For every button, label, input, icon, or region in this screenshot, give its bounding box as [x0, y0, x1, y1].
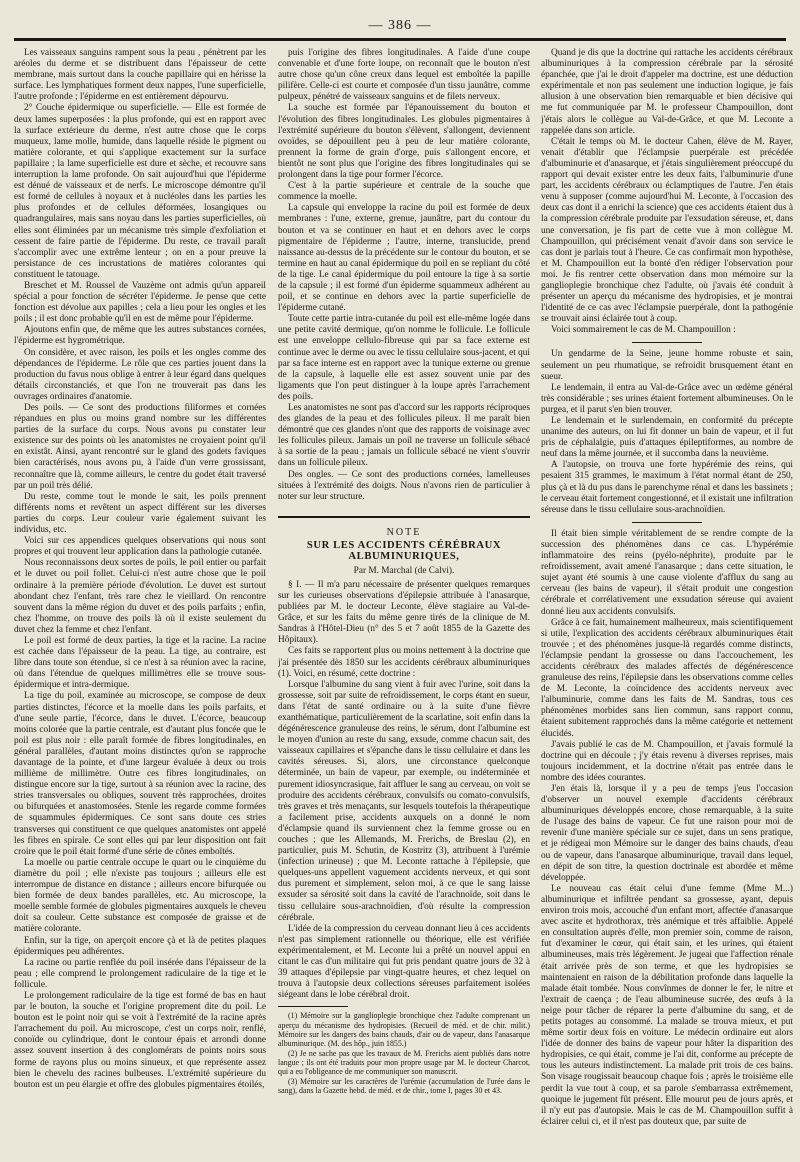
footnote: (1) Mémoire sur la ganglioplegie bronchique chez l'adulte comprenant un aperçu du mécanisme des hydropisies. (Recueil de méd. et de chir. milit.) Mémoire sur les dangers des bains chauds, d'air ou de vapeur, dans l'anasarque albuminurique. (M. des hôp., juin 1855.): [278, 1011, 530, 1048]
col2-body-top: [278, 48, 530, 503]
article-title: SUR LES ACCIDENTS CÉRÉBRAUX ALBUMINURIQUES,: [306, 539, 502, 562]
paragraph: Des poils. — Ce sont des productions filiformes et cornées répandues en plus ou moins grand nombre sur les différentes parties de la surface du corps. Nous avons pu constater leur existence sur des points où les anatomistes ne croyaient point qu'il en existât. Ainsi, ayant rencontré sur le gland des godets faviques bien caractérisés, nous avons pu, à l'aide d'un verre grossissant, reconnaître que là, comme ailleurs, le centre du godet était traversé par un poil très délié.: [14, 403, 266, 491]
page-header: [0, 8, 800, 42]
paragraph: Toute cette partie intra-cutanée du poil est elle-même logée dans une petite cavité dermique, qu'on nomme le follicule. Le follicule est une enveloppe cellulo-fibreuse qui par sa face externe est continue avec le derme ou avec le tissu cellulaire sous-jacent, et qui par sa face interne est en rapport avec la tunique externe ou grenue de la capsule, à laquelle elle est assez souvent unie par des ligaments que l'on peut distinguer à la loupe après l'arrachement des poils.: [278, 314, 530, 402]
paragraph: Le nouveau cas était celui d'une femme (Mme M...) albuminurique et infiltrée pendant sa grossesse, ayant, depuis environ trois mois, accouché d'un enfant mort, affectée d'anasarque avec ascite et hydrothorax, très anémique et très affaiblie. Appelé en consultation auprès d'elle, mon premier soin, comme de raison, fut d'examiner le cœur, qui était sain, et les urines, qui étaient albumineuses, mais très légèrement. Je jugeai que l'affection rénale était arrivée près de son terme, et que les hydropisies se maintenaient en raison de la débilitation profonde dans laquelle la malade était tombée. Nous convînmes de donner le fer, le nitre et l'extrait de caença ; de l'eau albumineuse sucrée, des œufs à la neige pour tâcher de réparer la perte d'albumine du sang, et de petits potages au consommé. La malade se trouva mieux, et put même sortir deux fois en voiture. Le médecin ordinaire eut alors l'idée de donner des bains de vapeur pour hâter la disparition des hydropisies, ce qui était, comme je l'ai dit, conforme au précepte de tous les auteurs indistinctement. La malade prit trois de ces bains. Son visage rougissait beaucoup chaque fois ; après le troisième elle perdit la vue tout à coup, et sa parole s'embarrassa extrêmement, quoique le jugement fût présent. Elle mourut peu de jours après, et il n'y eut pas d'autopsie. Mais le cas de M. Champouillon suffit à éclairer celui ci, et il n'est pas douteux que, par suite de: [541, 883, 793, 1127]
paragraph: Les vaisseaux sanguins rampent sous la peau , pénètrent par les aréoles du derme et se distribuent dans l'épaisseur de cette membrane, mais surtout dans la couche papillaire qui en hérisse la surface. Les lymphatiques forment deux nappes, l'une superficielle, l'autre profonde ; l'épiderme en est entièrement dépourvu.: [14, 48, 266, 103]
article-byline: Par M. Marchal (de Calvi).: [353, 565, 455, 576]
paragraph: Il était bien simple véritablement de se rendre compte de la succession des phénomènes dans ce cas. L'hypérémie inflammatoire des reins (pyélo-néphrite), produite par le refroidissement, avait amené l'anasarque ; dans cette situation, le sujet ayant été soumis à une cause violente d'afflux du sang au cerveau (les bains de vapeur), il s'était produit une congestion cérébrale et corrélativement une exsudation séreuse qui avaient donné lieu aux accidents convulsifs.: [541, 528, 793, 617]
paragraph: Grâce à ce fait, humainement malheureux, mais scientifiquement si utile, l'explication des accidents cérébraux albuminuriques était trouvée ; et des phénomènes jusque-là regardés comme distincts, l'éclampsie pendant la grossesse ou dans l'accouchement, les accidents cérébraux des malades affectés de dégénérescence granuleuse des reins, l'épilepsie dans les observations comme celles de M. Leconte, la coïncidence des accidents nerveux avec l'albuminurie, comme dans les faits de M. Sandras, tous ces phénomènes morbides sans lien commun, sans rapport connu, étaient subitement rapprochés dans la même catégorie et nettement élucidés.: [541, 617, 793, 739]
paragraph: Lorsque l'albumine du sang vient à fuir avec l'urine, soit dans la grossesse, soit par suite de refroidissement, le corps étant en sueur, dans l'état de santé ordinaire ou à la suite d'une fièvre exanthématique, particulièrement de la scarlatine, soit enfin dans la dégénérescence granuleuse des reins, le sérum, dont l'albumine est le moyen d'union au reste du sang, exsude, comme chacun sait, des vaisseaux capillaires et s'épanche dans le tissu cellulaire et dans les cavités séreuses. Si, alors, une circonstance quelconque déterminée, un bain de vapeur, par exemple, ou indéterminée et purement idiosyncrasique, fait affluer le sang au cerveau, on voit se produire des accidents cérébraux, convulsifs ou comato-convulsifs, très graves et très menaçants, sur lesquels toutefois la thérapeutique a facilement prise, accidents auxquels on a donné le nom d'éclampsie quand ils surviennent chez la femme grosse ou en couches ; que les Allemands, M. Frerichs, de Breslau (2), en particulier, puis M. Schutin, de Kostritz (3), attribuent à l'urémie (infection urineuse) ; que M. Leconte rattache à l'épilepsie, que quelques-uns appellent vaguement accidents nerveux, et qui sont dus purement et simplement, selon moi, à ce que le sang laisse exsuder sa sérosité soit dans la cavité de l'arachnoïde, soit dans le tissu cellulaire sous-arachnoïdien, d'où résulte la compression cérébrale.: [278, 679, 530, 923]
footnote: (2) Je ne sache pas que les travaux de M. Frerichs aient publiés dans notre langue ; ils ont été traduits pour mon propre usage par M. le docteur Charcot, qui a eu l'obligeance de me communiquer son manuscrit.: [278, 1048, 530, 1076]
page-number: — 386 —: [368, 18, 432, 33]
paragraph: Le prolongement radiculaire de la tige est formé de bas en haut par le bouton, la souche et l'origine proprement dite du poil. Le bouton est le point noir qui se voit à l'extrémité de la racine après l'arrachement du poil. Au microscope, c'est un corps noir, renflé, conoïde ou cylindrique, dont le contour épais et arrondi donne assez souvent insertion à des conglomérats de points noirs sous forme de rayons plus ou moins sinueux, et que représente assez bien le chevelu des racines bulbeuses. L'extrémité supérieure du bouton est un peu élargie et offre des globules pigmentaires étoilés,: [14, 990, 266, 1090]
paragraph: Enfin, sur la tige, on aperçoit encore çà et là de petites plaques épidermiques peu adhérentes.: [14, 935, 266, 957]
paragraph: La moelle ou partie centrale occupe le quart ou le cinquième du diamètre du poil ; elle n'existe pas toujours ; ailleurs elle est interrompue de distance en distance ; ailleurs encore bifurquée ou bien formée de deux bandes parallèles, etc. Au microscope, la moelle semble formée de globules pigmentaires auxquels le cheveu doit sa couleur. Cette substance est composée de graisse et de matière colorante.: [14, 857, 266, 935]
paragraph: Breschet et M. Roussel de Vauzème ont admis qu'un appareil spécial a pour fonction de sécréter l'épiderme. Je pense que cette fonction est dévolue aux papilles ; cela a lieu pour les ongles et les poils ; il est donc probable qu'il en est de même pour l'épiderme.: [14, 280, 266, 325]
paragraph: La tige du poil, examinée au microscope, se compose de deux parties distinctes, l'écorce et la moelle dans les poils parfaits, et d'une seule partie, l'écorce, dans le duvet. L'écorce, beaucoup moins colorée que la partie centrale, est d'autant plus foncée que le poil est plus noir : elle paraît formée de fibres longitudinales, en général parallèles, d'autant moins distinctes qu'on se rapproche davantage de la pointe, et d'une largeur évaluée à deux ou trois millième de millimètre. Outre ces fibres longitudinales, on distingue encore sur la tige, surtout à sa réunion avec la racine, des stries transversales ou obliques, souvent très rapprochées, droites ou bifurquées et anastomosées. Stenle les regarde comme formées de squammules épidermiques. Ce sont sans doute ces stries transverses qui constituent ce que quelques anatomistes ont appelé les fibres en spirale. Ce sont elles qui par leur disposition ont fait croire que le poil était formé d'une série de cônes emboîtés.: [14, 691, 266, 857]
paragraph: Ces faits se rapportent plus ou moins nettement à la doctrine que j'ai présentée dès 1850 sur les accidents cérébraux albuminuriques (1). Voici, en résumé, cette doctrine :: [278, 646, 530, 679]
paragraph: Voici sommairement le cas de M. Champouillon :: [551, 325, 736, 336]
col3-body-bottom: [541, 529, 793, 1128]
paragraph: Voici sur ces appendices quelques observations qui nous sont propres et qui trouvent leur application dans la pathologie cutanée.: [14, 536, 266, 558]
paragraph: Du reste, comme tout le monde le sait, les poils prennent différents noms et revêtent un aspect différent sur les diverses parties du corps. Leur couleur varie également suivant les individus, etc.: [14, 491, 266, 536]
paragraph: On considère, et avec raison, les poils et les ongles comme des dépendances de l'épiderme. Le rôle que ces parties jouent dans la production du favus nous oblige à entrer à leur égard dans quelques détails circonstanciés, et que l'on ne trouverait pas dans les ouvrages ordinaires d'anatomie.: [14, 347, 266, 402]
col3-body-top: [541, 48, 793, 336]
paragraph: J'avais publié le cas de M. Champouillon, et j'avais formulé la doctrine qui en découle ; j'y étais revenu à diverses reprises, mais toujours incidemment, et la doctrine n'était pas entrée dans le nombre des idées courantes.: [541, 739, 793, 783]
paragraph: C'est à la partie supérieure et centrale de la souche que commence la moelle.: [278, 181, 530, 203]
paragraph: puis l'origine des fibres longitudinales. A l'aide d'une coupe convenable et d'une forte loupe, on reconnaît que le bouton n'est autre chose qu'un cône creux dans lequel est emboîtée la papille pilifère. Celle-ci est courte et composée d'un tissu jaunâtre, comme pulpeux, pénétré de vaisseaux sanguins et de filets nerveux.: [278, 48, 530, 103]
paragraph: A l'autopsie, on trouva une forte hypérémie des reins, qui pesaient 315 grammes, le maximum à l'état normal étant de 250, plus çà et là du pus dans le parenchyme rénal et dans les bassinets ; le cerveau était fortement congestionné, et il existait une infiltration séreuse dans le tissu cellulaire sous-arachnoïdien.: [541, 460, 793, 515]
col3-case-body: [541, 349, 793, 515]
paragraph: L'idée de la compression du cerveau donnant lieu à ces accidents n'est pas simplement rationnelle ou théorique, elle est vérifiée expérimentalement, et M. Leconte lui a prêté un nouvel appui en citant le cas d'un militaire qui fut pris pendant quatre jours de 32 à 39 attaques d'épilepsie par vingt-quatre heures, et chez lequel on trouva à l'autopsie deux collections séreuses parfaitement isolées siégeant dans le lobe cérébral droit.: [278, 923, 530, 1001]
case-separator-bottom: [632, 522, 702, 523]
paragraph: Les anatomistes ne sont pas d'accord sur les rapports réciproques des glandes de la peau et des follicules pileux. Il me paraît bien démontré que ces glandes n'ont que des rapports de voisinage avec les follicules pileux. Jamais un poil ne traverse un follicule sébacé à sa sortie de la peau ; jamais un follicule sébacé ne vient s'ouvrir dans un follicule pileux.: [278, 403, 530, 469]
column-left: [14, 48, 266, 1158]
paragraph: Des ongles. — Ce sont des productions cornées, lamelleuses situées à l'extrémité des doigts. Nous n'avons rien de particulier à noter sur leur structure.: [278, 469, 530, 502]
paragraph: La souche est formée par l'épanouissement du bouton et l'évolution des fibres longitudinales. Les globules pigmentaires à l'extrémité supérieure du bouton s'élèvent, s'allongent, deviennent ovoïdes, se dépouillent peu à peu de leur matière colorante, prennent la forme de grain d'orge, puis s'allongent encore, et bientôt ne sont plus que l'origine des fibres longitudinales qui se prolongent dans la tige pour former l'écorce.: [278, 103, 530, 181]
paragraph: Quand je dis que la doctrine qui rattache les accidents cérébraux albuminuriques à la compression cérébrale par la sérosité épanchée, que j'ai le droit d'appeler ma doctrine, est une déduction expérimentale et non pas seulement une induction logique, je fais allusion à une observation bien remarquable et bien décisive qui me fut communiquée par M. le professeur Champouillon, dont j'étais alors le collègue au Val-de-Grâce, et que M. Leconte a rappelée dans son article.: [541, 48, 793, 136]
paragraph: Un gendarme de la Seine, jeune homme robuste et sain, seulement un peu rhumatique, se refroidit brusquement étant en sueur.: [541, 349, 793, 382]
col2-article-body: [278, 580, 530, 1002]
footnote: (3) Mémoire sur les caractères de l'urémie (accumulation de l'urée dans le sang), dans la Gazette hebd. de méd. et de chir., tome I, pages 30 et 43.: [278, 1077, 530, 1096]
case-separator-top: [632, 342, 702, 343]
section-separator: [278, 509, 530, 525]
paragraph: § I. — Il m'a paru nécessaire de présenter quelques remarques sur les curieuses observations d'épilepsie attribuée à l'anasarque, publiées par M. le docteur Leconte, élève stagiaire au Val-de-Grâce, et sur les faits du même genre tirés de la clinique de M. Sandras à l'Hôtel-Dieu (n° des 5 et 7 août 1855 de la Gazette des Hôpitaux).: [278, 579, 530, 646]
paragraph: La racine ou partie renflée du poil insérée dans l'épaisseur de la peau ; elle comprend le prolongement radiculaire de la tige et le follicule.: [14, 957, 266, 990]
paragraph: Ajoutons enfin que, de même que les autres substances cornées, l'épiderme est hygrométrique.: [14, 325, 266, 347]
paragraph: Le lendemain et le surlendemain, en conformité du précepte unanime des auteurs, on lui fit donner un bain de vapeur, et il fut pris de céphalalgie, puis d'attaques épileptiformes, au nombre de neuf dans la même journée, et il succomba dans la neuvième.: [541, 416, 793, 460]
col2-footnotes: [278, 1011, 530, 1095]
column-right: [541, 48, 793, 1158]
paragraph: Le lendemain, il entra au Val-de-Grâce avec un œdème général très considérable ; ses urines étaient fortement albumineuses. On le purgea, et il parut s'en bien trouver.: [541, 382, 793, 415]
paragraph: 2° Couche épidermique ou superficielle. — Elle est formée de deux lames superposées : la plus profonde, qui est en rapport avec la surface extérieure du derme, n'est autre chose que le corps muqueux, lame molle, humide, dans laquelle réside le pigment ou matière colorante, et qui s'applique exactement sur la surface papillaire ; la lame superficielle est dure et sèche, et recouvre sans interruption la lame profonde. On sait aujourd'hui que l'épiderme est dénué de vaisseaux et de nerfs. Le microscope démontre qu'il est formé de cellules à noyaux et à nucléoles dans les parties les plus profondes et de cellules déformées, losangiques ou quadrangulaires, mais sans noyau dans les parties superficielles, où elles sont éliminées par un mécanisme très simple d'exfoliation et cessent de faire partie de l'épiderme. Du reste, ce travail paraît s'accomplir avec une extrême lenteur ; on en a pour preuve la persistance de ces incrustations de matières colorantes qui constituent le tatouage.: [14, 103, 266, 280]
paragraph: Nous reconnaissons deux sortes de poils, le poil entier ou parfait et le duvet ou poil follet. Celui-ci n'est autre chose que le poil ordinaire à la première période d'évolution. Le duvet est surtout abondant chez l'enfant, très rare chez le vieillard. On rencontre souvent dans la même région du duvet et des poils parfaits ; enfin, chez l'homme, on trouve des poils là où il existe seulement du duvet chez la femme et chez l'enfant.: [14, 558, 266, 635]
header-rule: [14, 38, 786, 41]
note-heading: NOTE: [386, 526, 422, 538]
paragraph: Le poil est formé de deux parties, la tige et la racine. La racine est cachée dans l'épaisseur de la peau. La tige, au contraire, est libre dans toute son étendue, si ce n'est à sa réunion avec la racine, où dans l'étendue de quelques millimètres elle se trouve sous-épidermique et intra-dermique.: [14, 635, 266, 691]
column-middle: [278, 48, 530, 1158]
col1-body: [14, 48, 266, 1091]
paragraph: C'était le temps où M. le docteur Cahen, élève de M. Rayer, venait d'établir que l'éclampsie puerpérale est précédée d'albuminurie et d'anasarque, et j'étais singulièrement préoccupé du rapport qui devait exister entre les deux faits, l'albuminurie d'une part, les accidents cérébraux ou éclamptiques de l'autre. J'en étais venu à supposer (comme aujourd'hui M. Leconte, à l'occasion des deux cas dont il a enrichi la science) que ces accidents étaient dus à la compression cérébrale produite par l'exsudation séreuse, et, dans une conversation, je fis part de cette vue à mon collègue M. Champouillon, qui précisément venait d'avoir dans son service le cas dont je parlais tout à l'heure. Ce cas confirmait mon hypothèse, et M. Champouillon eut la bonté d'en rédiger l'observation pour moi. Je fis rentrer cette observation dans mon mémoire sur la ganglioplegie bronchique chez l'adulte, où j'avais été conduit à présenter un aperçu du mécanisme des hydropisies, et je montrai l'identité de ce cas avec l'éclampsie puerpérale, dont la pathogénie se trouvait ainsi éclairée tout à coup.: [541, 136, 793, 325]
footnote-separator: [278, 1006, 348, 1007]
paragraph: J'en étais là, lorsque il y a peu de temps j'eus l'occasion d'observer un nouvel exemple d'accidents cérébraux albuminuriques développés encore, chose remarquable, à la suite de l'usage des bains de vapeur. Ce fut une raison pour moi de revenir d'une manière spéciale sur ce sujet, dans un sens pratique, et je rédigeai mon Mémoire sur le danger des bains chauds, d'eau ou de vapeur, dans l'anasarque albuminurique, travail dans lequel, en dépit de son titre, la question doctrinale est abordée et même développée.: [541, 784, 793, 883]
paragraph: La capsule qui enveloppe la racine du poil est formée de deux membranes : l'une, externe, grenue, jaunâtre, part du contour du bouton et va se continuer en haut et en dehors avec le corps pigmentaire de l'épiderme ; l'autre, interne, translucide, prend naissance au-dessus de la précédente sur le contour du bouton, et se termine en haut au canal épidermique du poil en se repliant du côté de la tige. Le canal épidermique du poil entoure la tige à sa sortie de la capsule ; il est formé d'un épiderme squammeux adhérent au poil, et se continue en dehors avec la partie superficielle de l'épiderme cutané.: [278, 203, 530, 314]
